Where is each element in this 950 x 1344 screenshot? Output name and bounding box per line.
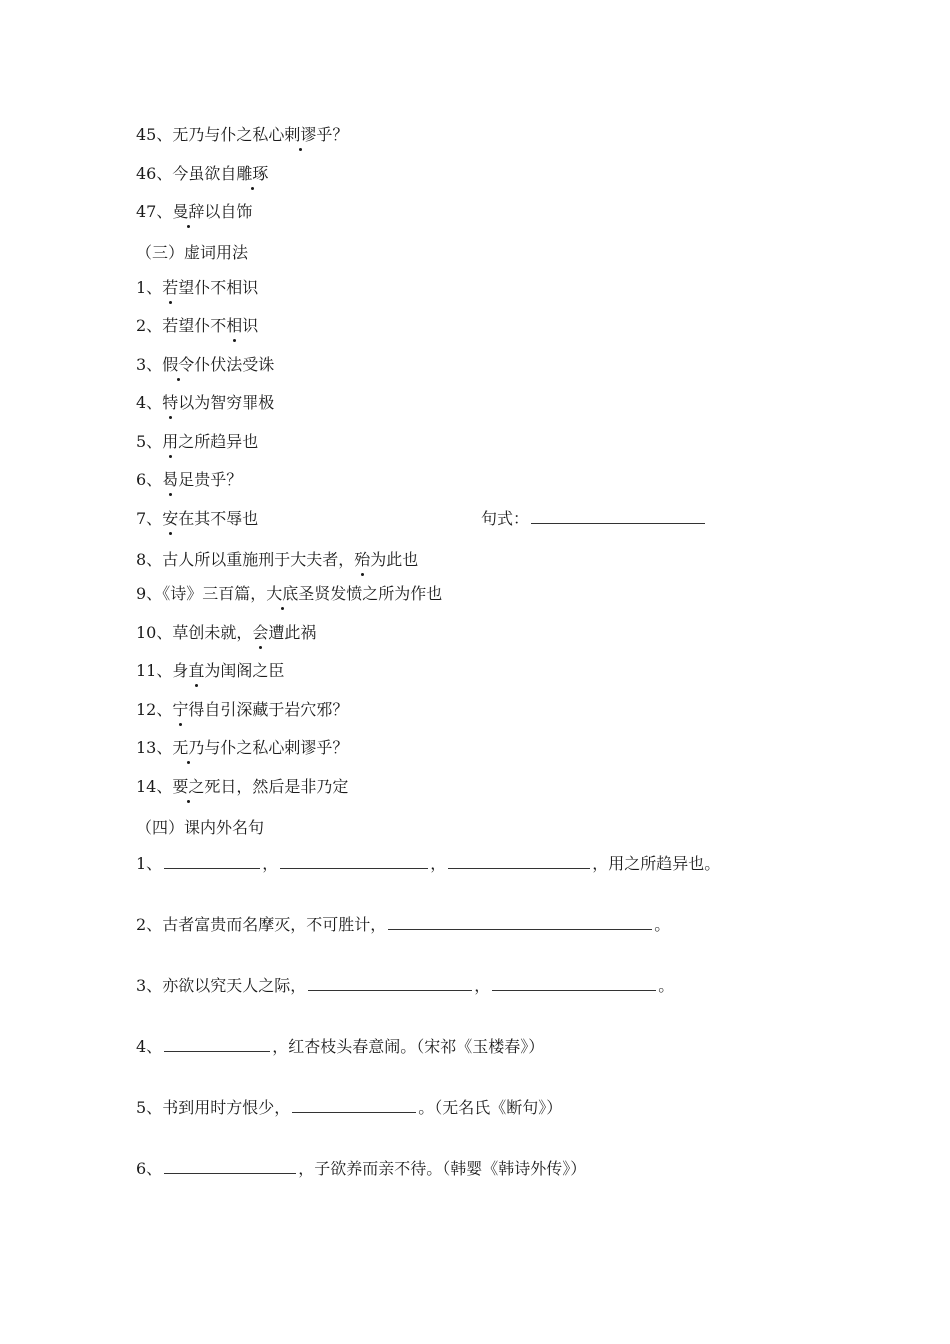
item-number: 3、 [136,355,163,374]
item-text: 身 [172,661,189,680]
item-text: 。（无名氏《断句》） [418,1098,563,1117]
function-word-item-7 [136,509,258,529]
vocab-item-46 [136,164,268,184]
item-text: 与仆之私心剌谬乎？ [204,738,349,757]
item-number: 8、 [136,550,163,569]
punctuation: ， [474,976,491,995]
answer-blank[interactable] [164,1037,270,1052]
item-number: 45、 [136,125,173,144]
emphasized-word: 特 [162,393,179,412]
punctuation: ， [430,854,447,873]
item-text: 亦欲以究天人之际， [162,976,307,995]
item-text: 之所趋异也 [178,432,259,451]
function-word-item-9 [136,584,442,604]
famous-line-item-4 [136,1037,544,1057]
item-number: 5、 [136,432,163,451]
item-text: 古者富贵而名摩灭，不可胜计， [162,915,387,934]
item-text: 为此也 [370,550,419,569]
emphasized-word: 大底 [266,584,299,603]
emphasized-word: 会 [252,623,269,642]
emphasized-word: 要之 [172,777,205,796]
emphasized-word: 曷 [162,470,179,489]
item-text: 书到用时方恨少， [162,1098,291,1117]
emphasized-word: 相 [226,316,243,335]
function-word-item-12 [136,700,348,720]
function-word-item-3 [136,355,274,375]
item-text: 死日，然后是非乃定 [204,777,349,796]
famous-line-item-5 [136,1098,562,1118]
answer-blank[interactable] [280,854,428,869]
item-text: 草创未就， [172,623,253,642]
item-text: ，用之所趋异也。 [592,854,721,873]
item-number: 46、 [136,164,173,183]
punctuation: 。 [654,915,671,934]
item-text: 识 [242,316,259,335]
item-number: 5、 [136,1098,163,1117]
item-number: 13、 [136,738,173,757]
answer-blank[interactable] [292,1098,416,1113]
answer-blank[interactable] [164,1159,296,1174]
function-word-item-11 [136,661,284,681]
item-number: 10、 [136,623,173,642]
item-number: 1、 [136,278,163,297]
item-number: 47、 [136,202,173,221]
emphasized-word: 殆 [354,550,371,569]
sentence-pattern-label: 句式： [481,509,530,528]
sentence-pattern-field [481,509,707,529]
item-text: 为闺阁之臣 [204,661,285,680]
item-text: 望仆不相识 [178,278,259,297]
section4-heading: （四）课内外名句 [136,818,265,837]
function-word-item-14 [136,777,348,797]
function-word-item-8 [136,550,418,570]
function-word-item-2 [136,316,258,336]
item-number: 4、 [136,1037,163,1056]
vocab-item-45 [136,125,348,145]
item-number: 14、 [136,777,173,796]
punctuation: ， [262,854,279,873]
section3-heading: （三）虚词用法 [136,243,249,262]
vocab-item-47 [136,202,252,222]
emphasized-word: 直 [188,661,205,680]
item-number: 12、 [136,700,173,719]
item-text: 足贵乎？ [178,470,243,489]
item-number: 11、 [136,661,173,680]
item-text: 在其不辱也 [178,509,259,528]
item-number: 1、 [136,854,163,873]
emphasized-word: 雕琢 [236,164,269,183]
item-text: 以为智穷罪极 [178,393,275,412]
famous-line-item-3 [136,976,674,996]
function-word-item-1 [136,278,258,298]
item-number: 2、 [136,915,163,934]
function-word-item-13 [136,738,348,758]
item-number: 3、 [136,976,163,995]
answer-blank[interactable] [448,854,590,869]
emphasized-word: 无乃 [172,738,205,757]
item-text: 今虽欲自 [172,164,237,183]
answer-blank[interactable] [308,976,472,991]
emphasized-word: 安 [162,509,179,528]
function-word-item-10 [136,623,316,643]
emphasized-word: 假令 [162,355,195,374]
answer-blank[interactable] [388,915,652,930]
item-number: 7、 [136,509,163,528]
item-number: 2、 [136,316,163,335]
emphasized-word: 宁 [172,700,189,719]
famous-line-item-2 [136,915,670,935]
famous-line-item-1 [136,854,720,874]
item-text: ，红杏枝头春意闹。（宋祁《玉楼春》） [272,1037,545,1056]
item-number: 4、 [136,393,163,412]
item-text: 乎？ [316,125,349,144]
punctuation: 。 [658,976,675,995]
answer-blank[interactable] [164,854,260,869]
item-text: 《诗》三百篇， [162,584,267,603]
emphasized-word: 剌谬 [284,125,317,144]
emphasized-word: 若 [162,278,179,297]
famous-line-item-6 [136,1159,586,1179]
emphasized-word: 用 [162,432,179,451]
answer-blank[interactable] [531,509,705,524]
item-text: ，子欲养而亲不待。（韩婴《韩诗外传》） [298,1159,587,1178]
function-word-item-6 [136,470,242,490]
item-text: 圣贤发愤之所为作也 [298,584,443,603]
function-word-item-4 [136,393,274,413]
emphasized-word: 曼辞 [172,202,205,221]
item-text: 古人所以重施刑于大夫者， [162,550,355,569]
item-text: 仆伏法受诛 [194,355,275,374]
item-text: 得自引深藏于岩穴邪？ [188,700,349,719]
item-text: 若望仆不 [162,316,227,335]
item-number: 9、 [136,584,163,603]
item-text: 遭此祸 [268,623,317,642]
answer-blank[interactable] [492,976,656,991]
function-word-item-5 [136,432,258,452]
item-number: 6、 [136,1159,163,1178]
item-text: 无乃与仆之私心 [172,125,285,144]
item-text: 以自饰 [204,202,253,221]
item-number: 6、 [136,470,163,489]
